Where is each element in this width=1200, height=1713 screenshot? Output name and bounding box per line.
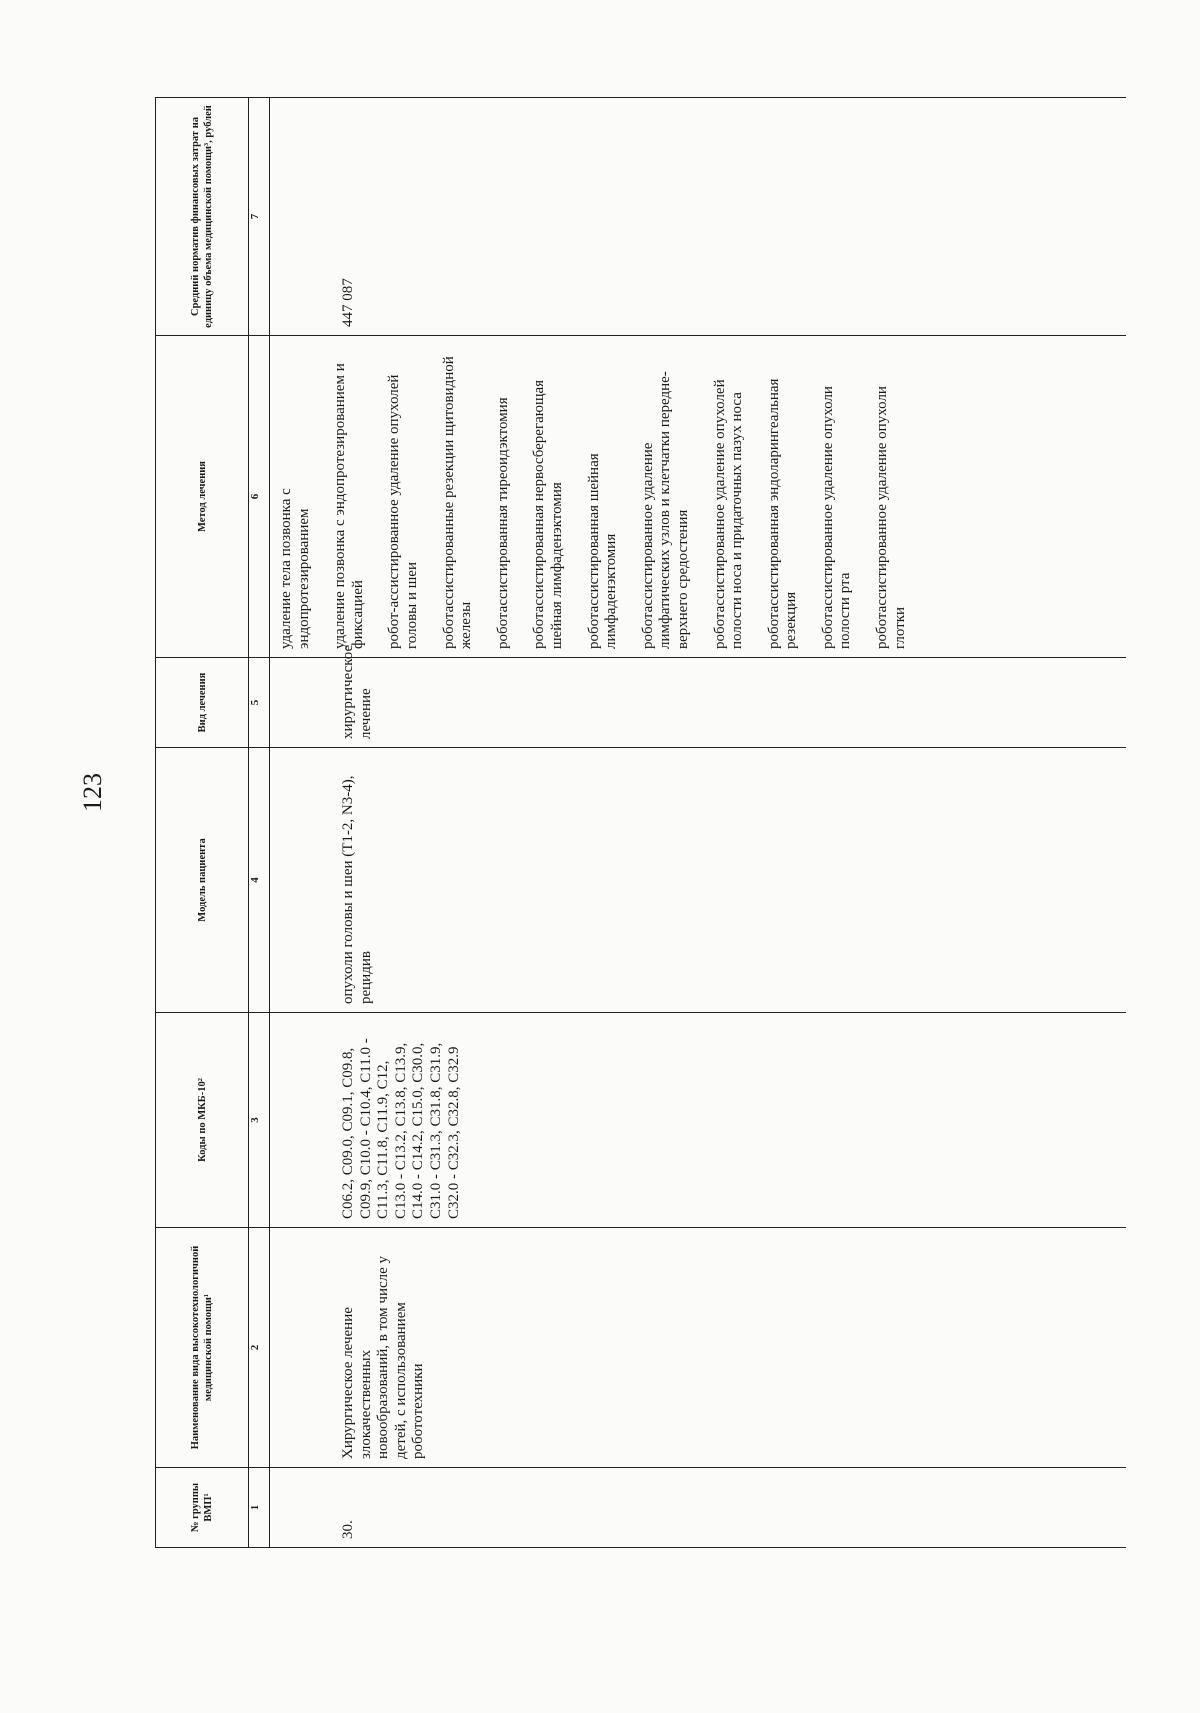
- group-number-cell: 30.: [270, 1468, 1127, 1548]
- method-item: роботассистированная тиреоидэктомия: [494, 397, 511, 649]
- header-method: Метод лечения: [156, 336, 249, 658]
- method-cell: [270, 336, 1127, 658]
- method-item: роботассистированная шейная лимфаденэктомия: [585, 453, 620, 649]
- header-icd-codes: Коды по МКБ-10²: [156, 1013, 249, 1228]
- method-item: роботассистированное удаление лимфатических узлов и клетчатки передне-верхнего средостения: [639, 371, 691, 649]
- method-item: роботассистированное удаление опухолей полости носа и придаточных пазух носа: [711, 379, 746, 649]
- method-item: роботассистированная эндоларингеальная резекция: [765, 378, 800, 649]
- vmp-name-cell: Хирургическое лечение злокачественных новообразований, в том числе у детей, с использованием робототехники: [270, 1228, 1127, 1468]
- column-number: 6: [249, 336, 270, 658]
- patient-model-cell: опухоли головы и шеи (T1-2, N3-4), рецидив: [270, 748, 1127, 1013]
- landscape-table-container: [155, 98, 1065, 1548]
- method-item: роботассистированное удаление опухоли полости рта: [819, 386, 854, 649]
- treatment-type-cell: хирургическое лечение: [270, 658, 1127, 748]
- method-item: удаление позвонка с эндопротезированием и фиксацией: [332, 363, 366, 649]
- method-item: удаление тела позвонка с эндопротезированием: [278, 488, 312, 649]
- header-row: [156, 98, 249, 1548]
- column-number-row: [249, 98, 270, 1548]
- method-item: роботассистированные резекции щитовидной железы: [440, 356, 475, 649]
- page-number: 123: [78, 773, 107, 812]
- column-number: 4: [249, 748, 270, 1013]
- column-number: 2: [249, 1228, 270, 1468]
- vmp-table: [155, 97, 1126, 1548]
- column-number: 5: [249, 658, 270, 748]
- column-number: 7: [249, 98, 270, 336]
- cost-norm-cell: 447 087: [270, 98, 1127, 336]
- icd-codes-cell: C06.2, C09.0, C09.1, C09.8, C09.9, C10.0 - C10.4, C11.0 - C11.3, C11.8, C11.9, C12, C13.0 - C13.2, C13.8, C13.9, C14.0 - C14.2, C15.0, C30.0, C31.0 - C31.3, C31.8, C31.9, C32.0 - C32.3, C32.8, C32.9: [270, 1013, 1127, 1228]
- method-item: робот-ассистированное удаление опухолей головы и шеи: [386, 374, 420, 649]
- column-number: 3: [249, 1013, 270, 1228]
- header-name: Наименование вида высокотехнологичной медицинской помощи¹: [156, 1228, 249, 1468]
- header-treatment-type: Вид лечения: [156, 658, 249, 748]
- method-item: роботассистированная нервосберегающая шейная лимфаденэктомия: [531, 379, 565, 649]
- table-row: [270, 98, 1127, 1548]
- header-cost-norm: Средний норматив финансовых затрат на единицу объема медицинской помощи³, рублей: [156, 98, 249, 336]
- header-group-number: № группы ВМП¹: [156, 1468, 249, 1548]
- method-item: роботассистированное удаление опухоли глотки: [874, 386, 908, 649]
- column-number: 1: [249, 1468, 270, 1548]
- header-patient-model: Модель пациента: [156, 748, 249, 1013]
